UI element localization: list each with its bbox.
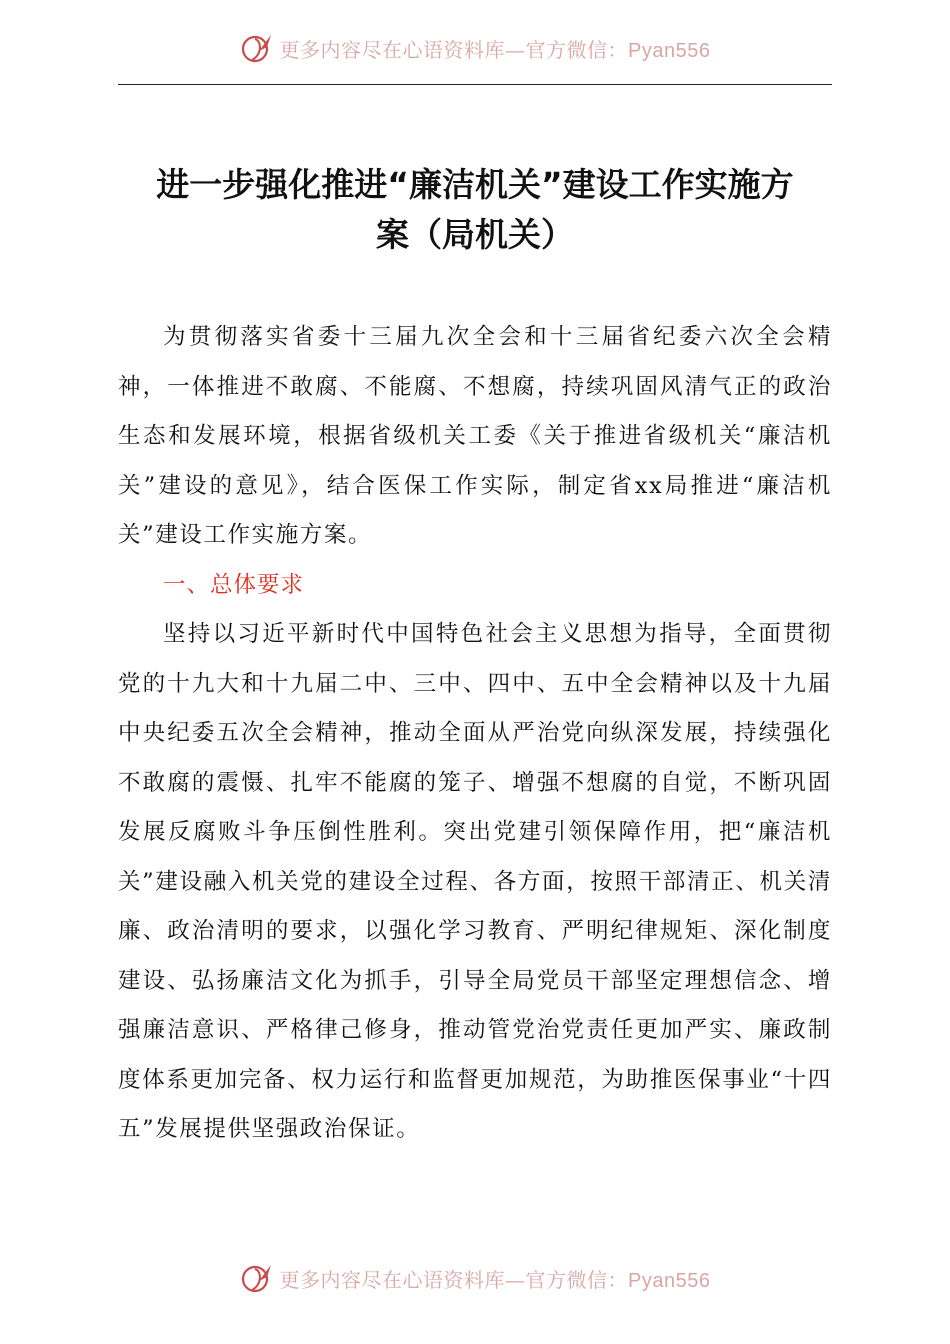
document-body: [118, 313, 832, 1155]
wechat-id: Pyan556: [628, 39, 711, 62]
section-paragraph: 坚持以习近平新时代中国特色社会主义思想为指导，全面贯彻党的十九大和十九届二中、三中、四中、五中全会精神以及十九届中央纪委五次全会精神，推动全面从严治党向纵深发展，持续强化不敢腐的震慑、扎牢不能腐的笼子、增强不想腐的自觉，不断巩固发展反腐败斗争压倒性胜利。突出党建引领保障作用，把“廉洁机关”建设融入机关党的建设全过程、各方面，按照干部清正、机关清廉、政治清明的要求，以强化学习教育、严明纪律规矩、深化制度建设、弘扬廉洁文化为抓手，引导全局党员干部坚定理想信念、增强廉洁意识、严格律己修身，推动管党治党责任更加严实、廉政制度体系更加完备、权力运行和监督更加规范，为助推医保事业“十四五”发展提供坚强政治保证。: [118, 621, 832, 1142]
watermark-text: 更多内容尽在心语资料库—官方微信：Pyan556: [279, 1267, 711, 1292]
section-heading: 一、总体要求: [163, 571, 305, 598]
title-line-1: 进一步强化推进“廉洁机关”建设工作实施方: [156, 165, 794, 204]
footer-watermark: [0, 1258, 950, 1298]
watermark-text: 更多内容尽在心语资料库—官方微信：Pyan556: [279, 37, 711, 62]
wechat-id: Pyan556: [628, 1269, 711, 1292]
header-watermark: [0, 28, 950, 68]
quill-logo-icon: [240, 31, 274, 65]
header-divider: [118, 84, 832, 85]
quill-logo-icon: [240, 1261, 274, 1295]
intro-paragraph: 为贯彻落实省委十三届九次全会和十三届省纪委六次全会精神，一体推进不敢腐、不能腐、不想腐，持续巩固风清气正的政治生态和发展环境，根据省级机关工委《关于推进省级机关“廉洁机关”建设的意见》，结合医保工作实际，制定省xx局推进“廉洁机关”建设工作实施方案。: [118, 324, 832, 548]
title-line-2: 案（局机关）: [376, 215, 574, 254]
document-title: [110, 160, 840, 260]
